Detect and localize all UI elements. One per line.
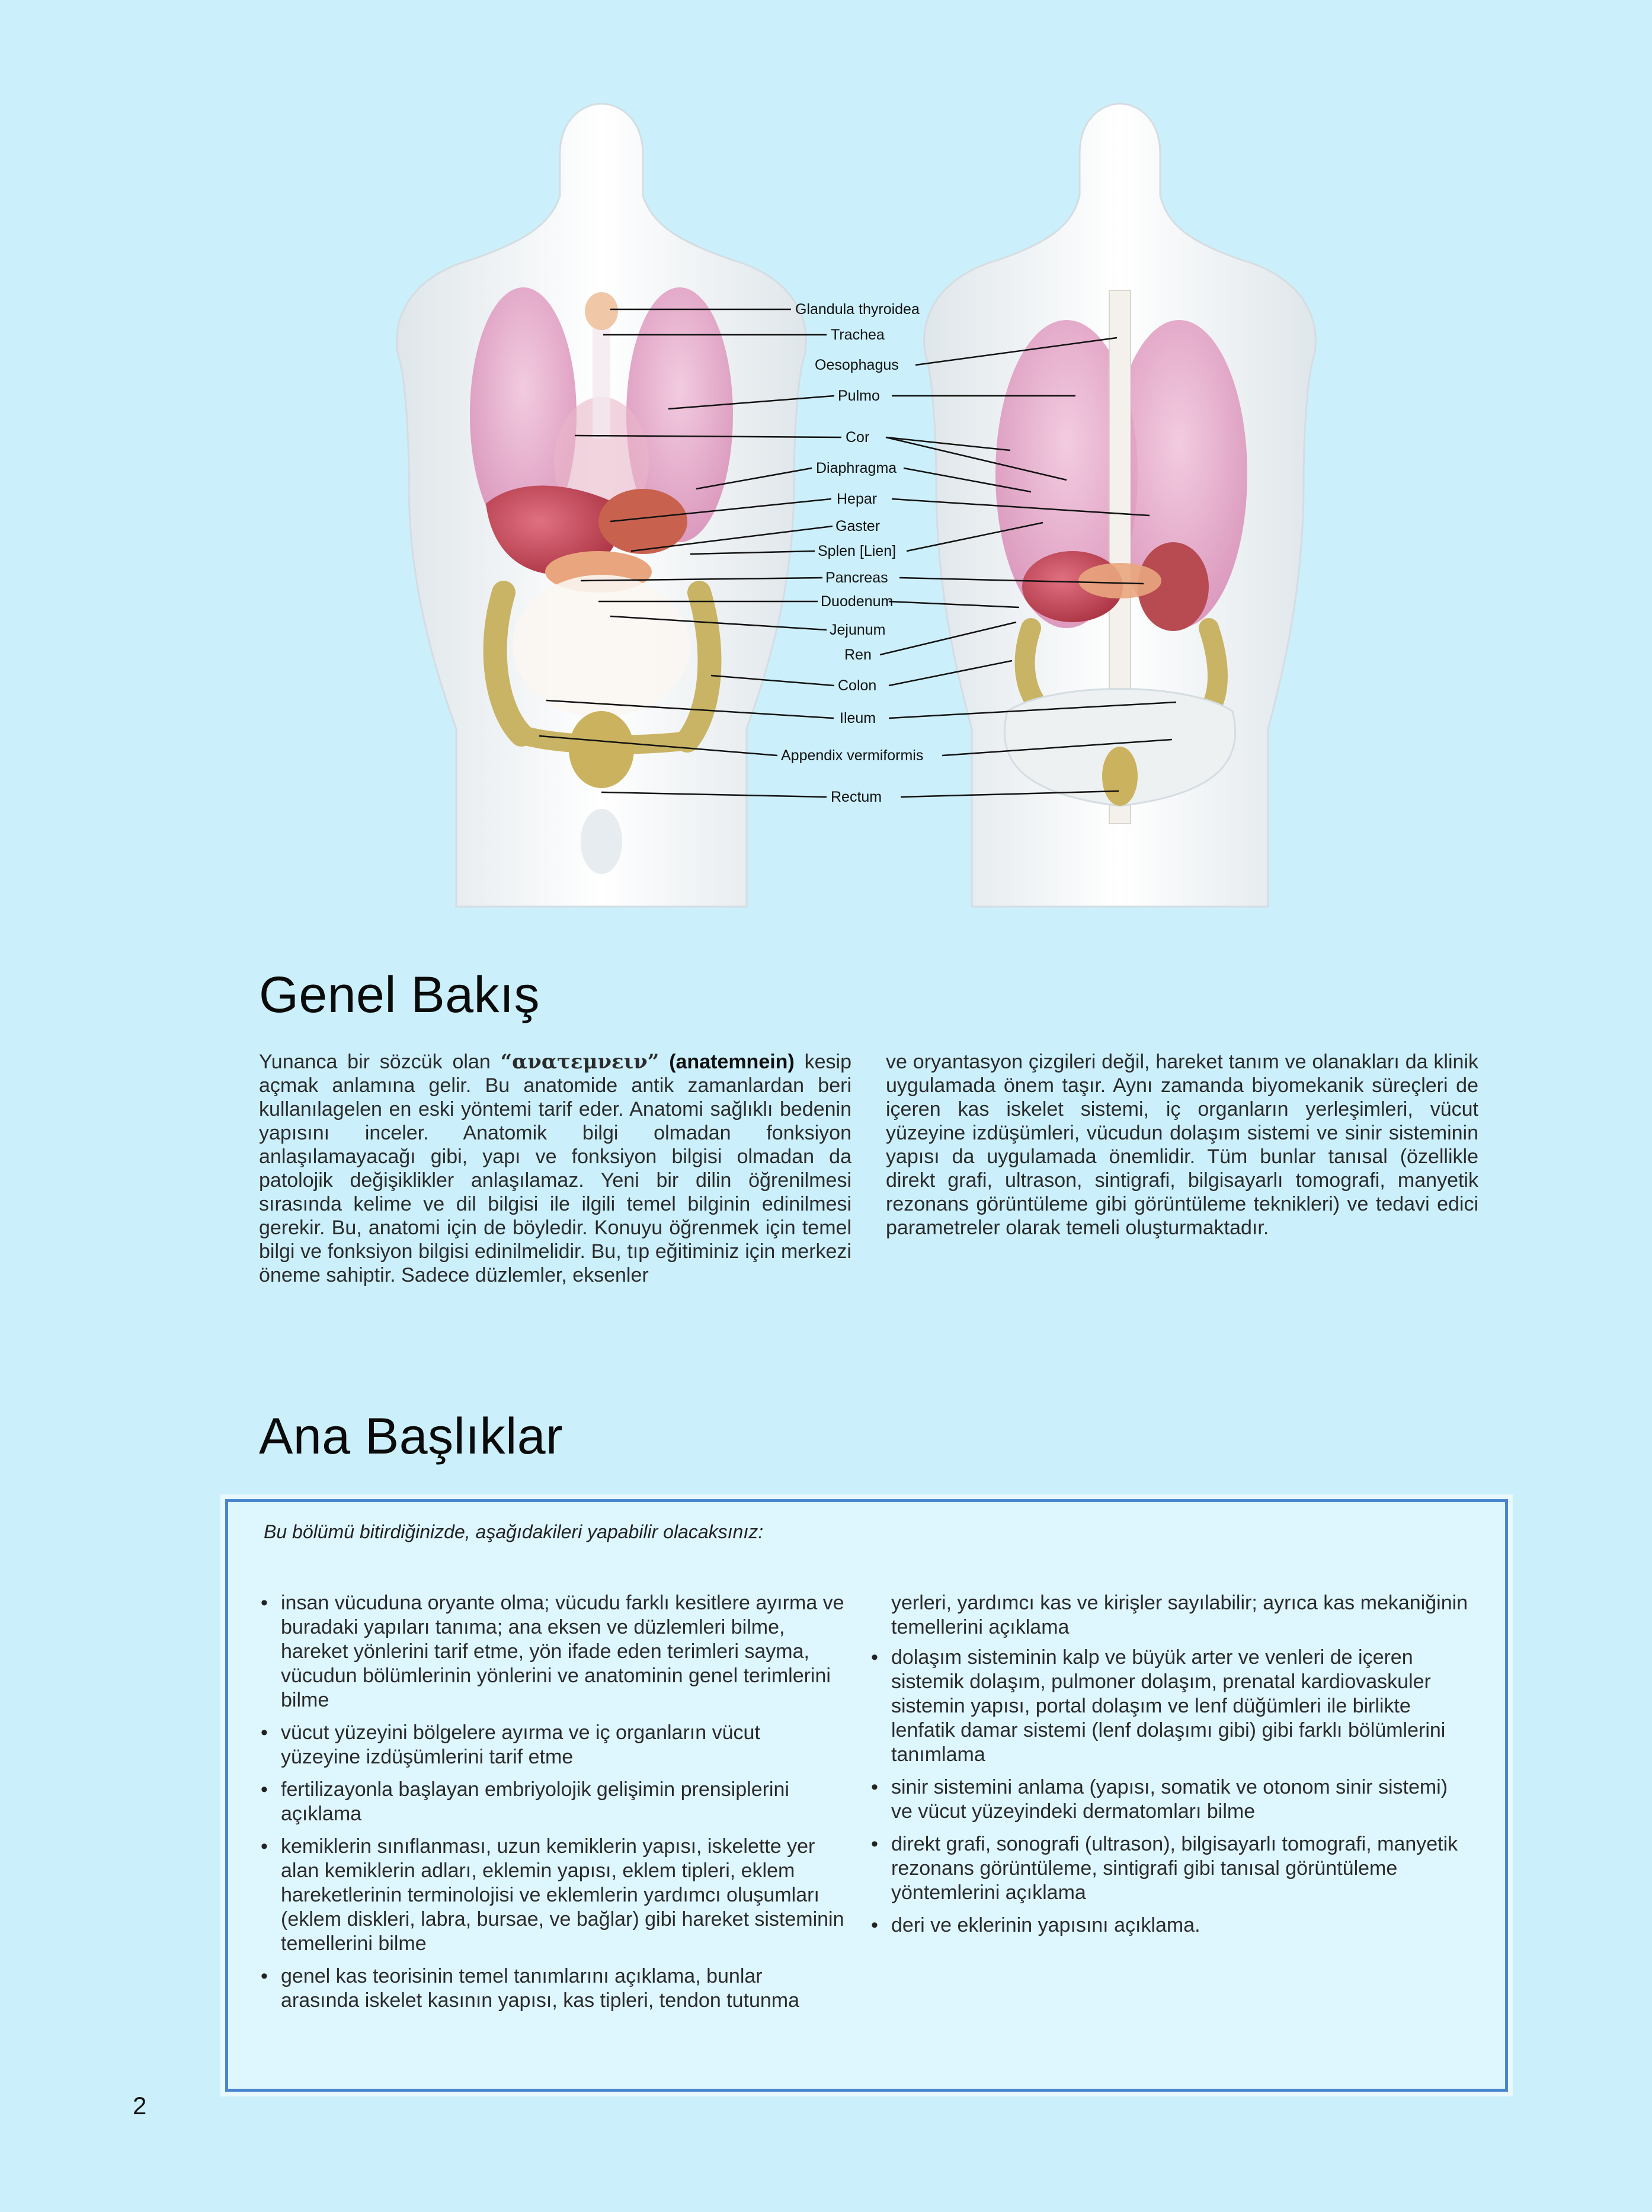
objectives-list-right-items	[871, 1646, 1469, 1938]
overview-p1-pre: Yunanca bir sözcük olan	[259, 1051, 501, 1073]
label-colon: Colon	[838, 677, 877, 694]
objective-item: • genel kas teorisinin temel tanımlarını açıklama, bunlar arasında iskelet kasının yapısı, kas tipleri, tendon tutunma	[261, 1964, 844, 2013]
objective-item: • vücut yüzeyini bölgelere ayırma ve iç organların vücut yüzeyine izdüşümlerini tarif etme	[261, 1721, 844, 1769]
objective-item: • direkt grafi, sonografi (ultrason), bilgisayarlı tomografi, manyetik rezonans görüntüleme, sintigrafi gibi tanısal görüntüleme yöntemlerini açıklama	[871, 1832, 1469, 1905]
label-oesophagus: Oesophagus	[815, 357, 899, 373]
overview-paragraph-left	[259, 1050, 851, 1287]
objective-continuation: yerleri, yardımcı kas ve kirişler sayılabilir; ayrıca kas mekaniğinin temellerini açıklama	[891, 1592, 1468, 1638]
label-hepar: Hepar	[837, 491, 878, 507]
overview-heading: Genel Bakış	[259, 966, 540, 1023]
label-ren: Ren	[844, 646, 872, 663]
objective-item: • sinir sistemini anlama (yapısı, somatik ve otonom sinir sistemi) ve vücut yüzeyindeki dermatomları bilme	[871, 1775, 1469, 1824]
label-glandula-thyroidea: Glandula thyroidea	[795, 301, 920, 318]
label-pancreas: Pancreas	[825, 569, 888, 586]
label-cor: Cor	[846, 429, 870, 446]
main-topics-heading: Ana Başlıklar	[259, 1408, 564, 1465]
page-number: 2	[133, 2092, 147, 2120]
label-duodenum: Duodenum	[821, 593, 894, 610]
label-trachea: Trachea	[831, 326, 885, 343]
label-pulmo: Pulmo	[838, 388, 880, 404]
objective-item: • fertilizayonla başlayan embriyolojik gelişimin prensiplerini açıklama	[261, 1778, 844, 1826]
overview-p1-post: kesip açmak anlamına gelir. Bu anatomide antik zamanlardan beri kullanılagelen en eski yöntemi tarif eder. Anatomi sağlıklı bedenin yapısını inceler. Anatomik bilgi olmadan fonksiyon anlaşılamayacağı gibi, yapı ve fonksiyon bilgisi olmadan da patolojik değişiklikler anlaşılamaz. Yeni bir dilin öğrenilmesi sırasında kelime ve dil bilgisi ile ilgili temel bilginin edinilmesi gerekir. Bu, anatomi için de böyledir. Konuyu öğrenmek için temel bilgi ve fonksiyon bilgisi edinilmelidir. Bu, tıp eğitiminiz için merkezi öneme sahiptir. Sadece düzlemler, eksenler	[259, 1051, 851, 1286]
objective-item: • deri ve eklerinin yapısını açıklama.	[871, 1913, 1469, 1938]
anterior-torso-illustration	[397, 104, 806, 907]
overview-greek-term: “ανατεμνειν”	[500, 1050, 659, 1074]
objective-item: • dolaşım sisteminin kalp ve büyük arter ve venleri de içeren sistemik dolaşım, pulmoner dolaşım, prenatal kardiovaskuler sistemin yapısı, portal dolaşım ve lenf düğümleri ile birlikte lenfatik damar sistemi (lenf dolaşımı gibi) gibi farklı bölümlerini tanımlama	[871, 1646, 1469, 1767]
objective-item: • insan vücuduna oryante olma; vücudu farklı kesitlere ayırma ve buradaki yapıları tanıma; ana eksen ve düzlemleri bilme, hareket yönlerini tarif etme, yön ifade eden terimleri sayma, vücudun bölümlerinin yönlerini ve anatominin genel terimlerini bilme	[261, 1591, 844, 1712]
label-appendix-vermiformis: Appendix vermiformis	[781, 747, 924, 764]
label-diaphragma: Diaphragma	[816, 460, 897, 476]
label-jejunum: Jejunum	[830, 622, 886, 638]
objectives-list-left	[261, 1591, 844, 2021]
objectives-list-right	[871, 1591, 1469, 1946]
learning-objectives-box	[225, 1499, 1508, 2092]
objective-item: • kemiklerin sınıflanması, uzun kemiklerin yapısı, iskelette yer alan kemiklerin adları, eklemin yapısı, eklem tipleri, eklem hareketlerinin terminolojisi ve eklemlerin yardımcı oluşumları (eklem diskleri, labra, bursae, ve bağlar) gibi hareket sisteminin temellerini bilme	[261, 1835, 844, 1956]
anatomy-figure	[0, 0, 1652, 924]
label-gaster: Gaster	[835, 518, 881, 534]
label-rectum: Rectum	[831, 789, 882, 805]
objectives-intro: Bu bölümü bitirdiğinizde, aşağıdakileri yapabilir olacaksınız:	[264, 1521, 764, 1542]
overview-paragraph-right: ve oryantasyon çizgileri değil, hareket tanım ve olanakları da klinik uygulamada önem taşır. Aynı zamanda biyomekanik süreçleri de içeren kas iskelet sistemi, iç organların yerleşimleri, vücut yüzeyine izdüşümleri, vücudun dolaşım sistemi ve sinir sisteminin yapısı da uygulamada önemlidir. Tüm bunlar tanısal (özellikle direkt grafi, ultrason, sintigrafi, bilgisayarlı tomografi, manyetik rezonans görüntüleme gibi görüntüleme teknikleri) ve tedavi edici parametreler olarak temeli oluşturmaktadır.	[886, 1051, 1478, 1239]
label-splen: Splen [Lien]	[818, 543, 897, 559]
label-ileum: Ileum	[840, 710, 876, 726]
overview-transliteration: (anatemnein)	[669, 1051, 795, 1073]
organ-labels	[781, 301, 923, 805]
